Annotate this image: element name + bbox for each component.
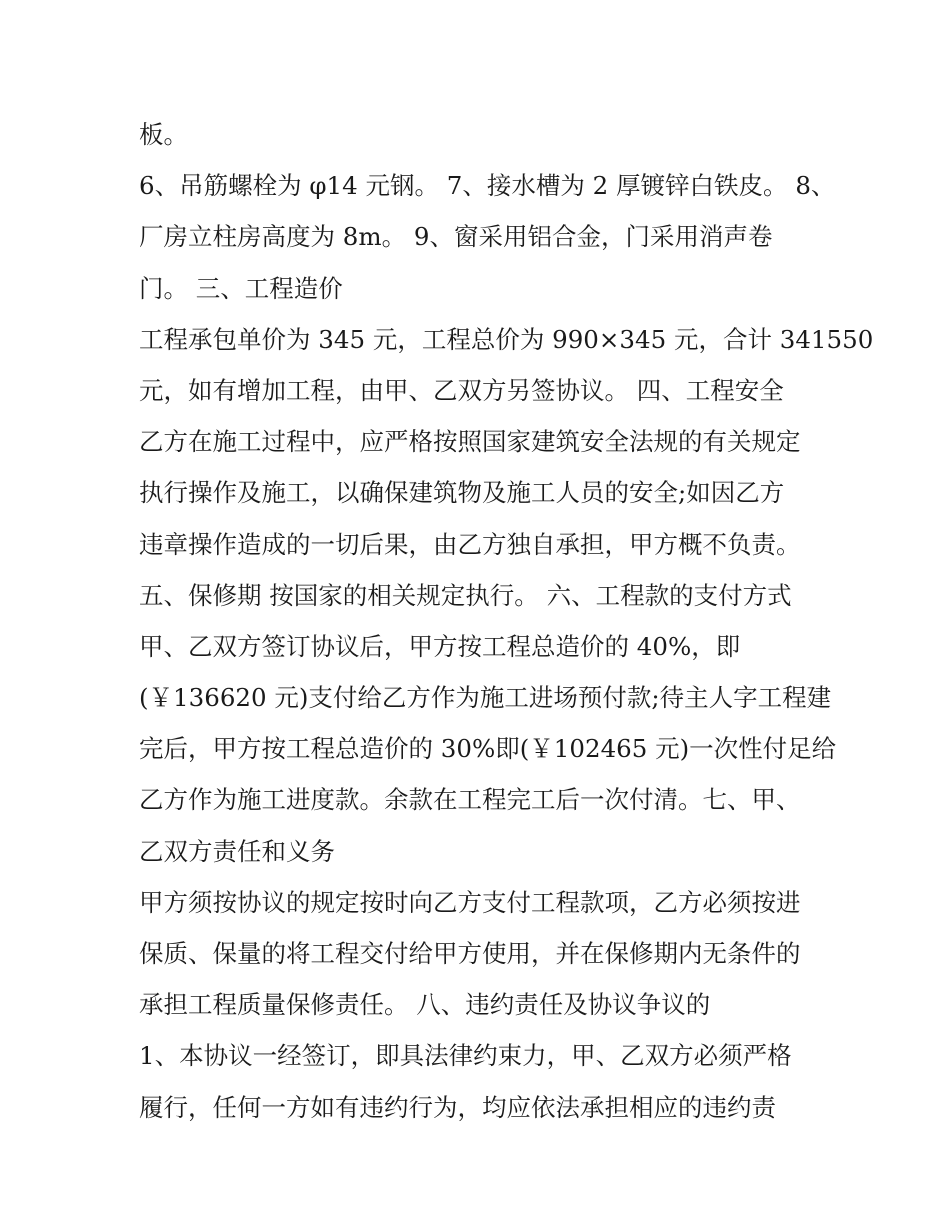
text-line: 完后，甲方按工程总造价的 30%即(￥102465 元)一次性付足给 [139, 734, 837, 764]
text-line: 1、本协议一经签订，即具法律约束力，甲、乙双方必须严格 [139, 1041, 792, 1071]
text-line: 6、吊筋螺栓为 φ14 元钢。 7、接水槽为 2 厚镀锌白铁皮。 8、 [139, 171, 836, 201]
text-line: 违章操作造成的一切后果，由乙方独自承担，甲方概不负责。 [139, 529, 801, 559]
document-body [139, 109, 874, 1133]
text-line: 工程承包单价为 345 元，工程总价为 990×345 元，合计 341550 [139, 324, 874, 354]
text-line: 甲、乙双方签订协议后，甲方按工程总造价的 40%，即 [139, 631, 741, 661]
text-line: 承担工程质量保修责任。 八、违约责任及协议争议的 [139, 990, 711, 1020]
text-line: 厂房立柱房高度为 8m。 9、窗采用铝合金，门采用消声卷 [139, 222, 773, 252]
text-line: 履行，任何一方如有违约行为，均应依法承担相应的违约责 [139, 1092, 776, 1122]
text-line: 门。 三、工程造价 [139, 273, 343, 303]
text-line: 乙方作为施工进度款。余款在工程完工后一次付清。七、甲、 [139, 785, 801, 815]
text-line: 保质、保量的将工程交付给甲方使用，并在保修期内无条件的 [139, 939, 801, 968]
text-line: 执行操作及施工，以确保建筑物及施工人员的安全;如因乙方 [139, 478, 785, 508]
text-line: 甲方须按协议的规定按时向乙方支付工程款项，乙方必须按进 [139, 887, 801, 917]
text-line: (￥136620 元)支付给乙方作为施工进场预付款;待主人字工程建 [139, 683, 832, 713]
text-line: 五、保修期 按国家的相关规定执行。 六、工程款的支付方式 [139, 580, 792, 610]
text-line: 板。 [139, 120, 188, 149]
text-line: 元，如有增加工程，由甲、乙双方另签协议。 四、工程安全 [139, 375, 784, 405]
text-line: 乙双方责任和义务 [139, 836, 335, 866]
text-line: 乙方在施工过程中，应严格按照国家建筑安全法规的有关规定 [139, 427, 801, 457]
